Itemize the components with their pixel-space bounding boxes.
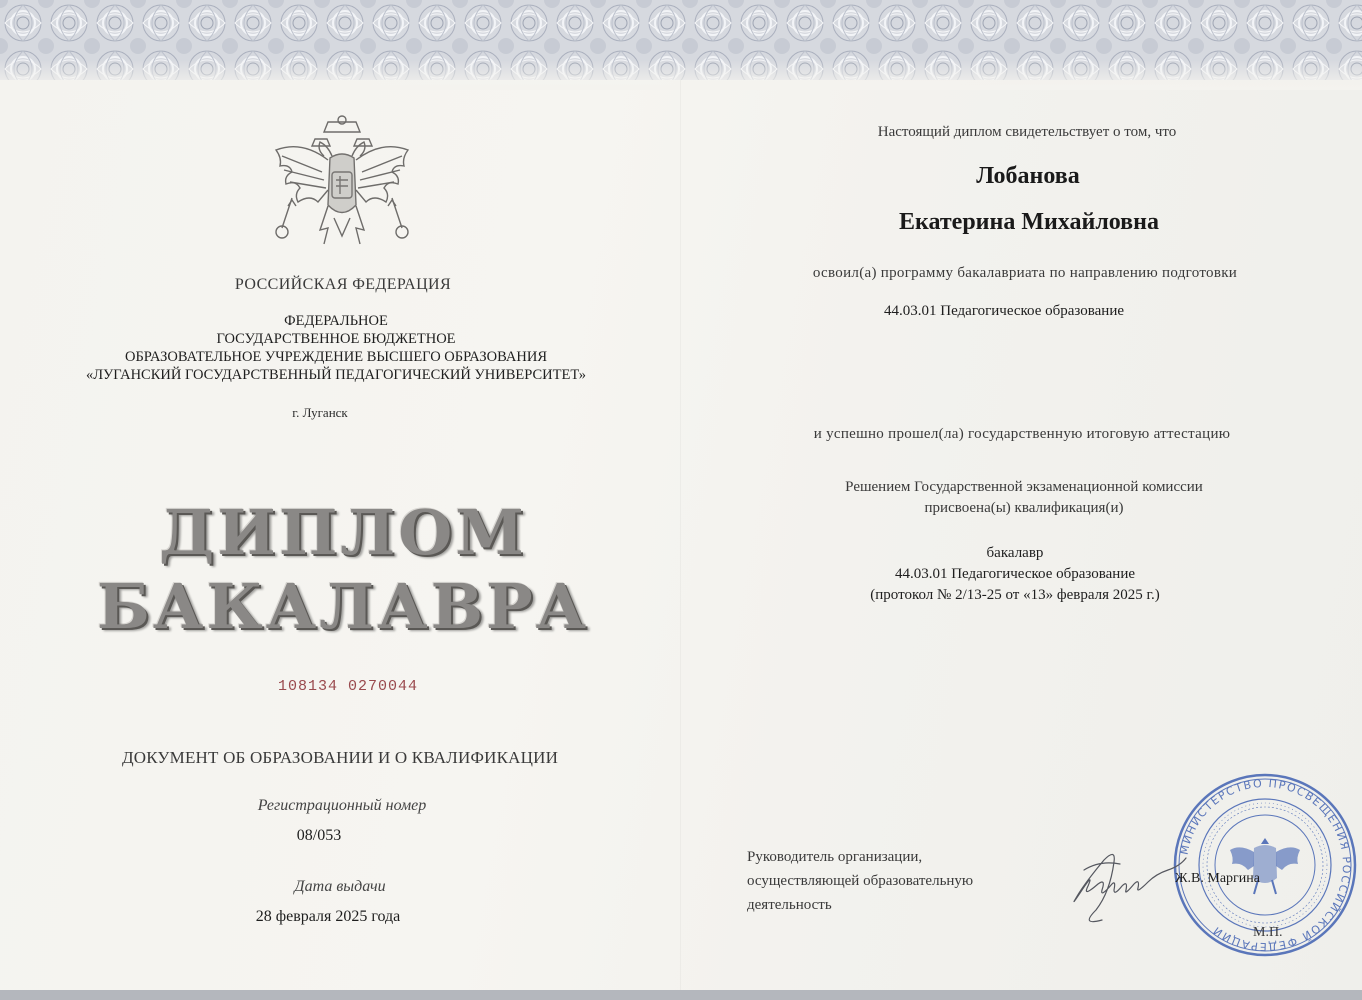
bottom-edge [0,990,1362,1000]
signature-icon [1040,840,1190,930]
qualification-protocol: (протокол № 2/13-25 от «13» февраля 2025 г.) [870,587,1160,603]
signer-name: Ж.В. Маргина [1175,871,1260,886]
qualification-program: 44.03.01 Педагогическое образование [894,566,1136,582]
center-fold [680,80,681,990]
program-name: 44.03.01 Педагогическое образование [883,303,1125,319]
decision-line-1: Решением Государственной экзаменационной комиссии [845,479,1203,495]
graduate-given-name: Екатерина Михайловна [899,209,1159,235]
commission-decision-text [845,477,1203,519]
seal-text: МИНИСТЕРСТВО ПРОСВЕЩЕНИЯ РОССИЙСКОЙ ФЕДЕРАЦИИ [1177,776,1354,954]
attestation-text: и успешно прошел(ла) государственную итоговую аттестацию [813,426,1231,442]
institution-line-2: ГОСУДАРСТВЕННОЕ БЮДЖЕТНОЕ [216,331,456,347]
diploma-title-line-1: ДИПЛОМ [159,496,527,569]
graduate-surname: Лобанова [976,163,1080,189]
institution-line-4: «ЛУГАНСКИЙ ГОСУДАРСТВЕННЫЙ ПЕДАГОГИЧЕСКИЙ УНИВЕРСИТЕТ» [85,367,587,383]
head-line-2: осуществляющей образовательную [747,873,974,889]
border-fade [0,60,1362,90]
institution-name [86,312,586,384]
diploma-title-line-2: БАКАЛАВРА [96,570,590,643]
head-line-3: деятельность [747,897,832,913]
institution-line-1: ФЕДЕРАЛЬНОЕ [284,313,388,329]
coat-of-arms-icon [262,110,422,270]
qualification-title: бакалавр [986,545,1044,561]
serial-number: 108134 0270044 [277,678,419,695]
mastered-program-text: освоил(а) программу бакалавриата по направлению подготовки [812,265,1238,281]
decision-line-2: присвоена(ы) квалификация(и) [924,500,1124,516]
head-line-1: Руководитель организации, [747,849,923,865]
registration-number: 08/053 [296,827,342,844]
issue-date-label: Дата выдачи [294,878,386,895]
institution-line-3: ОБРАЗОВАТЕЛЬНОЕ УЧРЕЖДЕНИЕ ВЫСШЕГО ОБРАЗОВАНИЯ [125,349,547,365]
document-type-label: ДОКУМЕНТ ОБ ОБРАЗОВАНИИ И О КВАЛИФИКАЦИИ [121,748,559,767]
qualification-block [870,543,1159,606]
registration-number-label: Регистрационный номер [257,797,427,814]
stamp-place-label: М.П. [1253,925,1283,940]
issue-date: 28 февраля 2025 года [255,908,401,925]
country-label: РОССИЙСКАЯ ФЕДЕРАЦИЯ [234,276,452,293]
head-of-organization-label [747,845,973,917]
city-label: г. Луганск [292,405,348,420]
certifies-text: Настоящий диплом свидетельствует о том, что [877,124,1177,140]
